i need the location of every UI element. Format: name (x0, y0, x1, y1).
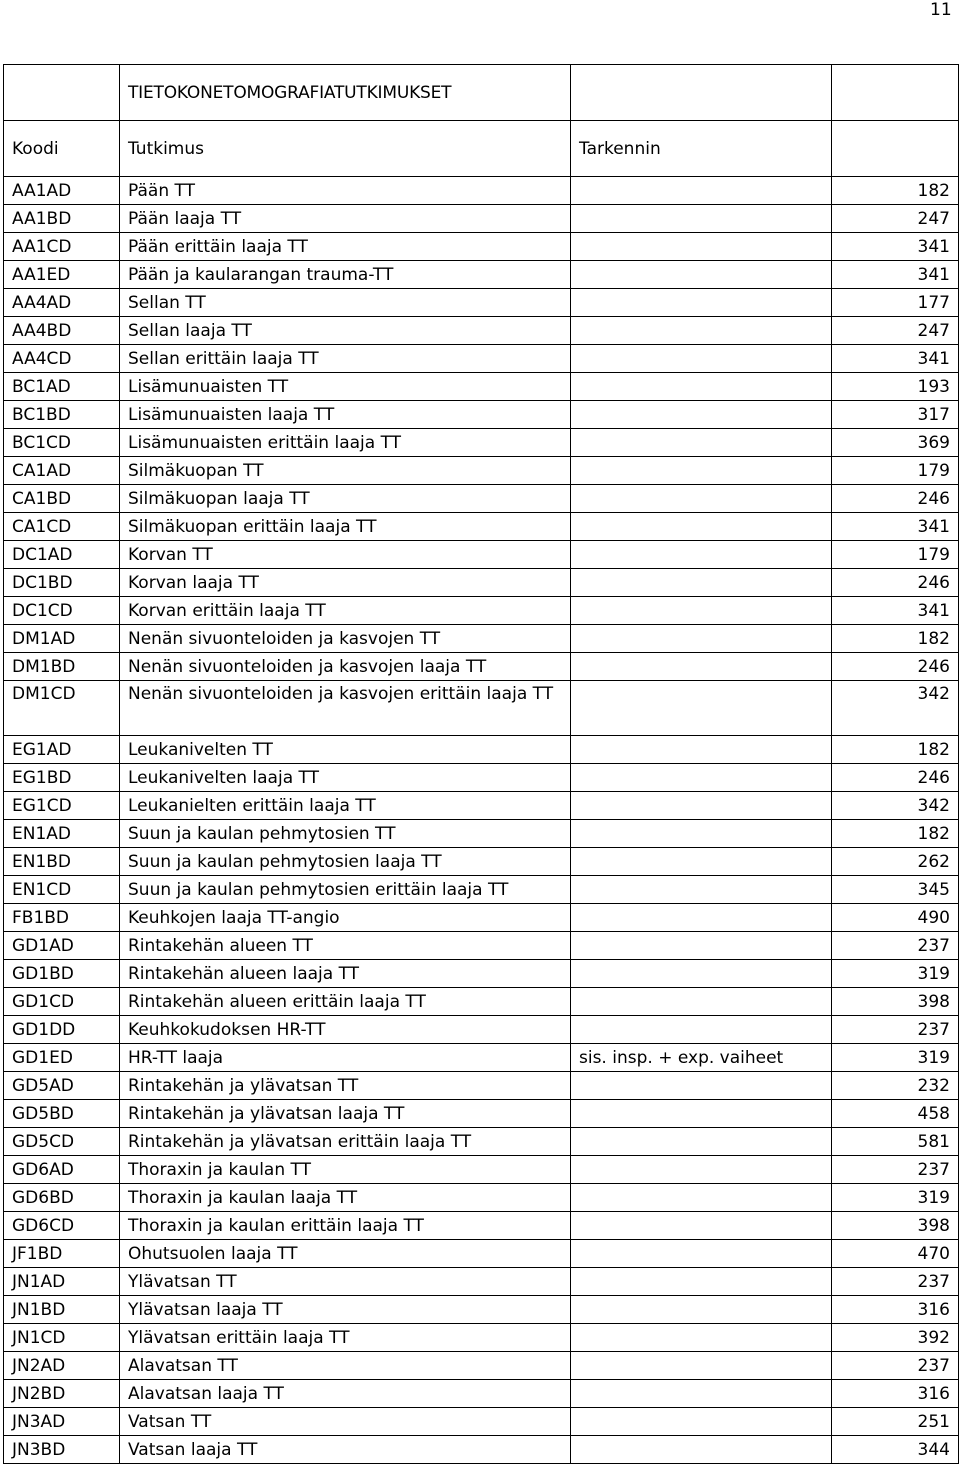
table-row (4, 429, 959, 457)
exam-name-cell: Korvan TT (120, 541, 571, 569)
exam-name-cell: Ylävatsan laaja TT (120, 1296, 571, 1324)
code-cell: AA1AD (4, 177, 120, 205)
table-row (4, 485, 959, 513)
exam-name-cell: Silmäkuopan erittäin laaja TT (120, 513, 571, 541)
price-cell: 369 (832, 429, 959, 457)
price-cell: 262 (832, 848, 959, 876)
code-cell: JN3AD (4, 1408, 120, 1436)
price-cell: 246 (832, 485, 959, 513)
exam-name-cell: Lisämunuaisten TT (120, 373, 571, 401)
exam-name-cell: Suun ja kaulan pehmytosien erittäin laaja TT (120, 876, 571, 904)
specifier-cell (571, 429, 832, 457)
price-cell: 246 (832, 569, 959, 597)
exam-name-cell: Lisämunuaisten laaja TT (120, 401, 571, 429)
specifier-cell (571, 1268, 832, 1296)
table-row (4, 820, 959, 848)
table-row (4, 373, 959, 401)
code-cell: JN1BD (4, 1296, 120, 1324)
price-cell: 246 (832, 653, 959, 681)
specifier-cell (571, 1212, 832, 1240)
specifier-cell: sis. insp. + exp. vaiheet (571, 1044, 832, 1072)
code-cell: BC1CD (4, 429, 120, 457)
table-title-row (4, 65, 959, 121)
specifier-cell (571, 1296, 832, 1324)
specifier-cell (571, 233, 832, 261)
exam-name-cell: Korvan erittäin laaja TT (120, 597, 571, 625)
table-row (4, 988, 959, 1016)
price-cell: 179 (832, 541, 959, 569)
specifier-cell (571, 653, 832, 681)
code-cell: CA1BD (4, 485, 120, 513)
table-row (4, 736, 959, 764)
table-row (4, 1436, 959, 1464)
specifier-cell (571, 513, 832, 541)
exam-name-cell: Pään erittäin laaja TT (120, 233, 571, 261)
specifier-cell (571, 457, 832, 485)
table-row (4, 597, 959, 625)
price-cell: 490 (832, 904, 959, 932)
exam-name-cell: Nenän sivuonteloiden ja kasvojen TT (120, 625, 571, 653)
price-cell: 237 (832, 1268, 959, 1296)
price-cell: 247 (832, 205, 959, 233)
exam-name-cell: Pään laaja TT (120, 205, 571, 233)
code-cell: JF1BD (4, 1240, 120, 1268)
exam-name-cell: Pään ja kaularangan trauma-TT (120, 261, 571, 289)
exam-name-cell: Ohutsuolen laaja TT (120, 1240, 571, 1268)
specifier-cell (571, 1380, 832, 1408)
specifier-cell (571, 1184, 832, 1212)
specifier-cell (571, 1436, 832, 1464)
price-cell: 317 (832, 401, 959, 429)
title-spacer-cell (571, 65, 832, 121)
code-cell: DM1AD (4, 625, 120, 653)
code-cell: GD5CD (4, 1128, 120, 1156)
page-number: 11 (930, 0, 952, 20)
table-row (4, 1352, 959, 1380)
specifier-cell (571, 1352, 832, 1380)
code-cell: GD1CD (4, 988, 120, 1016)
table-row (4, 541, 959, 569)
exam-name-cell: Sellan TT (120, 289, 571, 317)
table-row (4, 792, 959, 820)
exam-name-cell: Suun ja kaulan pehmytosien TT (120, 820, 571, 848)
exam-name-cell: Sellan laaja TT (120, 317, 571, 345)
table-row (4, 1156, 959, 1184)
price-cell: 458 (832, 1100, 959, 1128)
specifier-cell (571, 1128, 832, 1156)
header-code: Koodi (4, 121, 120, 177)
title-spacer-cell (4, 65, 120, 121)
table-title: TIETOKONETOMOGRAFIATUTKIMUKSET (120, 65, 571, 121)
price-cell: 251 (832, 1408, 959, 1436)
exam-name-cell: Rintakehän alueen erittäin laaja TT (120, 988, 571, 1016)
table-row (4, 1044, 959, 1072)
code-cell: AA4AD (4, 289, 120, 317)
exam-name-cell: Leukanivelten TT (120, 736, 571, 764)
price-cell: 341 (832, 345, 959, 373)
price-cell: 182 (832, 625, 959, 653)
price-cell: 237 (832, 1016, 959, 1044)
price-cell: 581 (832, 1128, 959, 1156)
exam-name-cell: Keuhkokudoksen HR-TT (120, 1016, 571, 1044)
specifier-cell (571, 289, 832, 317)
price-cell: 182 (832, 820, 959, 848)
table-header-row (4, 121, 959, 177)
header-spec: Tarkennin (571, 121, 832, 177)
exam-name-cell: Alavatsan TT (120, 1352, 571, 1380)
code-cell: AA4BD (4, 317, 120, 345)
table-row (4, 1184, 959, 1212)
code-cell: AA4CD (4, 345, 120, 373)
price-cell: 319 (832, 1044, 959, 1072)
specifier-cell (571, 988, 832, 1016)
price-cell: 179 (832, 457, 959, 485)
table-row (4, 904, 959, 932)
table-row (4, 1016, 959, 1044)
exam-name-cell: Ylävatsan erittäin laaja TT (120, 1324, 571, 1352)
specifier-cell (571, 960, 832, 988)
specifier-cell (571, 820, 832, 848)
code-cell: JN2BD (4, 1380, 120, 1408)
exam-name-cell: Rintakehän ja ylävatsan erittäin laaja TT (120, 1128, 571, 1156)
header-name: Tutkimus (120, 121, 571, 177)
table-row (4, 1268, 959, 1296)
code-cell: EN1AD (4, 820, 120, 848)
price-cell: 182 (832, 736, 959, 764)
specifier-cell (571, 205, 832, 233)
price-cell: 341 (832, 261, 959, 289)
table-row (4, 177, 959, 205)
table-row (4, 1380, 959, 1408)
specifier-cell (571, 1072, 832, 1100)
price-cell: 398 (832, 988, 959, 1016)
code-cell: DC1BD (4, 569, 120, 597)
specifier-cell (571, 485, 832, 513)
exam-name-cell: Pään TT (120, 177, 571, 205)
code-cell: EN1BD (4, 848, 120, 876)
price-cell: 177 (832, 289, 959, 317)
specifier-cell (571, 792, 832, 820)
price-cell: 316 (832, 1380, 959, 1408)
table-row (4, 1408, 959, 1436)
price-cell: 470 (832, 1240, 959, 1268)
table-row (4, 876, 959, 904)
specifier-cell (571, 764, 832, 792)
code-cell: FB1BD (4, 904, 120, 932)
code-cell: GD6AD (4, 1156, 120, 1184)
price-cell: 319 (832, 960, 959, 988)
specifier-cell (571, 569, 832, 597)
specifier-cell (571, 541, 832, 569)
code-cell: EG1AD (4, 736, 120, 764)
table-row (4, 1296, 959, 1324)
table-row (4, 1324, 959, 1352)
price-cell: 319 (832, 1184, 959, 1212)
table-row (4, 1212, 959, 1240)
specifier-cell (571, 625, 832, 653)
code-cell: JN2AD (4, 1352, 120, 1380)
code-cell: AA1BD (4, 205, 120, 233)
code-cell: GD1DD (4, 1016, 120, 1044)
exam-name-cell: Silmäkuopan TT (120, 457, 571, 485)
exam-name-cell: HR-TT laaja (120, 1044, 571, 1072)
specifier-cell (571, 1100, 832, 1128)
specifier-cell (571, 1408, 832, 1436)
table-row (4, 625, 959, 653)
exam-name-cell: Vatsan TT (120, 1408, 571, 1436)
price-cell: 182 (832, 177, 959, 205)
specifier-cell (571, 345, 832, 373)
table-row (4, 569, 959, 597)
table-row (4, 960, 959, 988)
code-cell: DM1CD (4, 681, 120, 736)
price-cell: 193 (832, 373, 959, 401)
price-cell: 237 (832, 1352, 959, 1380)
exam-name-cell: Ylävatsan TT (120, 1268, 571, 1296)
price-cell: 237 (832, 932, 959, 960)
exam-name-cell: Leukanivelten laaja TT (120, 764, 571, 792)
price-cell: 237 (832, 1156, 959, 1184)
specifier-cell (571, 177, 832, 205)
table-row (4, 653, 959, 681)
exam-name-cell: Sellan erittäin laaja TT (120, 345, 571, 373)
header-price (832, 121, 959, 177)
price-cell: 341 (832, 233, 959, 261)
exam-name-cell: Silmäkuopan laaja TT (120, 485, 571, 513)
code-cell: JN3BD (4, 1436, 120, 1464)
code-cell: DC1CD (4, 597, 120, 625)
price-cell: 341 (832, 513, 959, 541)
code-cell: BC1BD (4, 401, 120, 429)
code-cell: DM1BD (4, 653, 120, 681)
table-row (4, 261, 959, 289)
code-cell: CA1CD (4, 513, 120, 541)
specifier-cell (571, 1324, 832, 1352)
code-cell: GD1ED (4, 1044, 120, 1072)
specifier-cell (571, 597, 832, 625)
specifier-cell (571, 261, 832, 289)
exam-name-cell: Suun ja kaulan pehmytosien laaja TT (120, 848, 571, 876)
code-cell: JN1AD (4, 1268, 120, 1296)
exam-name-cell: Thoraxin ja kaulan TT (120, 1156, 571, 1184)
table-row (4, 233, 959, 261)
exam-name-cell: Nenän sivuonteloiden ja kasvojen laaja TT (120, 653, 571, 681)
code-cell: DC1AD (4, 541, 120, 569)
table-row (4, 401, 959, 429)
table-row (4, 513, 959, 541)
price-cell: 392 (832, 1324, 959, 1352)
specifier-cell (571, 401, 832, 429)
exam-name-cell: Keuhkojen laaja TT-angio (120, 904, 571, 932)
table-row (4, 317, 959, 345)
code-cell: GD6BD (4, 1184, 120, 1212)
specifier-cell (571, 904, 832, 932)
specifier-cell (571, 848, 832, 876)
exam-name-cell: Vatsan laaja TT (120, 1436, 571, 1464)
code-cell: GD6CD (4, 1212, 120, 1240)
price-cell: 344 (832, 1436, 959, 1464)
ct-examination-price-table (3, 64, 959, 1464)
table-row (4, 848, 959, 876)
table-row (4, 1072, 959, 1100)
specifier-cell (571, 736, 832, 764)
specifier-cell (571, 373, 832, 401)
table-row (4, 764, 959, 792)
exam-name-cell: Nenän sivuonteloiden ja kasvojen erittäin laaja TT (120, 681, 571, 736)
price-cell: 246 (832, 764, 959, 792)
code-cell: GD1BD (4, 960, 120, 988)
specifier-cell (571, 681, 832, 736)
code-cell: EN1CD (4, 876, 120, 904)
specifier-cell (571, 932, 832, 960)
exam-name-cell: Leukanielten erittäin laaja TT (120, 792, 571, 820)
title-spacer-cell (832, 65, 959, 121)
specifier-cell (571, 317, 832, 345)
exam-name-cell: Rintakehän alueen laaja TT (120, 960, 571, 988)
code-cell: AA1ED (4, 261, 120, 289)
exam-name-cell: Lisämunuaisten erittäin laaja TT (120, 429, 571, 457)
code-cell: GD1AD (4, 932, 120, 960)
price-cell: 232 (832, 1072, 959, 1100)
price-cell: 345 (832, 876, 959, 904)
price-cell: 342 (832, 792, 959, 820)
table-row (4, 681, 959, 736)
price-cell: 247 (832, 317, 959, 345)
code-cell: GD5AD (4, 1072, 120, 1100)
code-cell: CA1AD (4, 457, 120, 485)
exam-name-cell: Korvan laaja TT (120, 569, 571, 597)
table-row (4, 205, 959, 233)
exam-name-cell: Rintakehän ja ylävatsan laaja TT (120, 1100, 571, 1128)
code-cell: BC1AD (4, 373, 120, 401)
code-cell: AA1CD (4, 233, 120, 261)
exam-name-cell: Rintakehän alueen TT (120, 932, 571, 960)
price-cell: 341 (832, 597, 959, 625)
table-row (4, 1128, 959, 1156)
code-cell: GD5BD (4, 1100, 120, 1128)
specifier-cell (571, 1156, 832, 1184)
table-row (4, 457, 959, 485)
specifier-cell (571, 1016, 832, 1044)
specifier-cell (571, 876, 832, 904)
exam-name-cell: Thoraxin ja kaulan laaja TT (120, 1184, 571, 1212)
code-cell: EG1BD (4, 764, 120, 792)
table-row (4, 1100, 959, 1128)
specifier-cell (571, 1240, 832, 1268)
table-row (4, 932, 959, 960)
price-cell: 316 (832, 1296, 959, 1324)
exam-name-cell: Rintakehän ja ylävatsan TT (120, 1072, 571, 1100)
table-row (4, 345, 959, 373)
exam-name-cell: Thoraxin ja kaulan erittäin laaja TT (120, 1212, 571, 1240)
table-row (4, 289, 959, 317)
code-cell: JN1CD (4, 1324, 120, 1352)
price-cell: 398 (832, 1212, 959, 1240)
table-row (4, 1240, 959, 1268)
price-cell: 342 (832, 681, 959, 736)
code-cell: EG1CD (4, 792, 120, 820)
exam-name-cell: Alavatsan laaja TT (120, 1380, 571, 1408)
